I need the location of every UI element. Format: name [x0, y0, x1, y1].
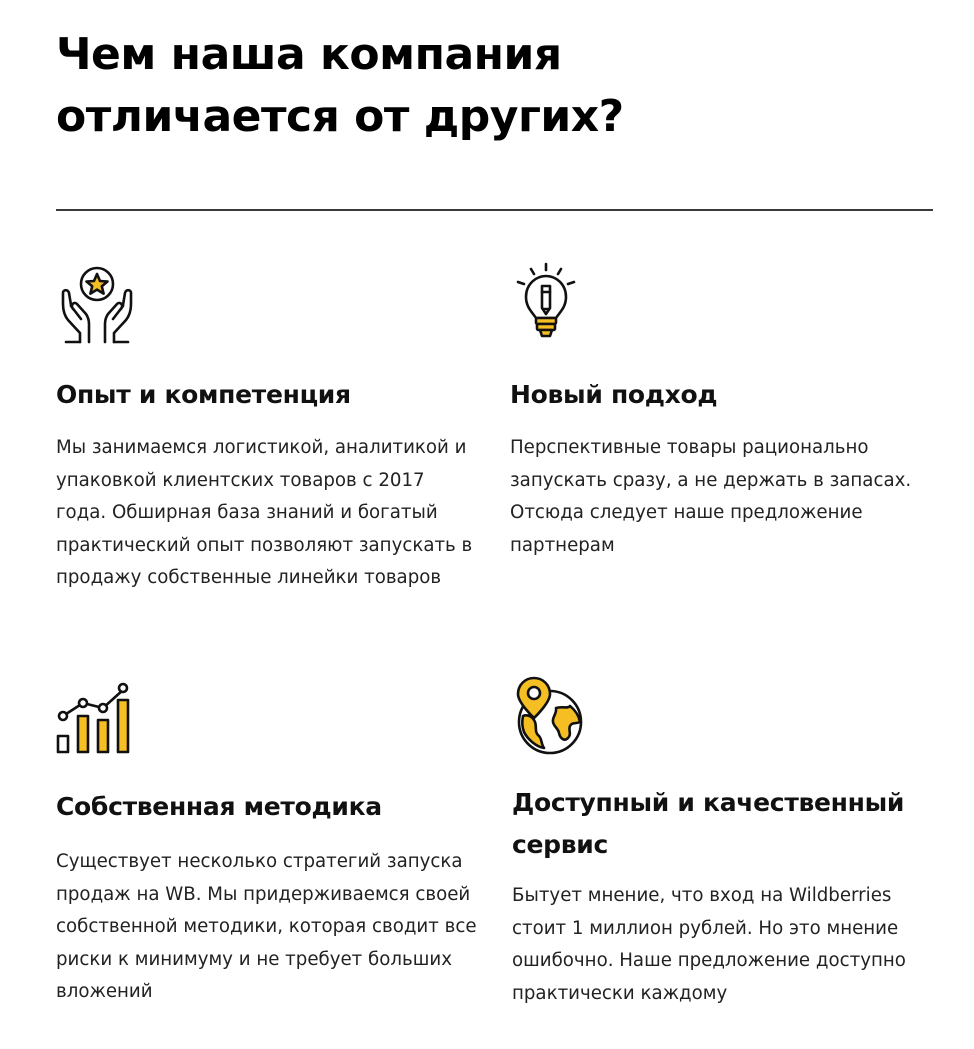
feature-title: Опыт и компетенция — [56, 380, 351, 409]
page-title: Чем наша компания отличается от других? — [56, 29, 624, 142]
feature-title: Новый подход — [510, 380, 718, 409]
divider — [56, 209, 933, 211]
feature-title: Собственная методика — [56, 792, 382, 821]
globe-pin-icon — [512, 676, 596, 760]
hands-star-icon — [56, 262, 140, 346]
feature-text: Перспективные товары рационально запускать сразу, а не держать в запасах. Отсюда следует наше предложение партнерам — [510, 437, 912, 556]
lightbulb-pencil-icon — [510, 262, 594, 346]
feature-title: Доступный и качественный сервис — [512, 788, 905, 859]
growth-chart-icon — [56, 676, 140, 760]
feature-new-approach — [510, 262, 940, 642]
feature-text: Существует несколько стратегий запуска продаж на WB. Мы придерживаемся своей собственной методики, которая сводит все риски к минимуму и не требует больших вложений — [56, 851, 477, 1002]
feature-text: Бытует мнение, что вход на Wildberries стоит 1 миллион рублей. Но это мнение ошибочно. Наше предложение доступно практически каждому — [512, 885, 906, 1004]
feature-methodology — [56, 676, 486, 1036]
feature-experience — [56, 262, 486, 642]
feature-service — [512, 676, 942, 1036]
feature-text: Мы занимаемся логистикой, аналитикой и упаковкой клиентских товаров с 2017 года. Обширная база знаний и богатый практический опыт позволяют запускать в продажу собственные линейки товаров — [56, 437, 473, 588]
